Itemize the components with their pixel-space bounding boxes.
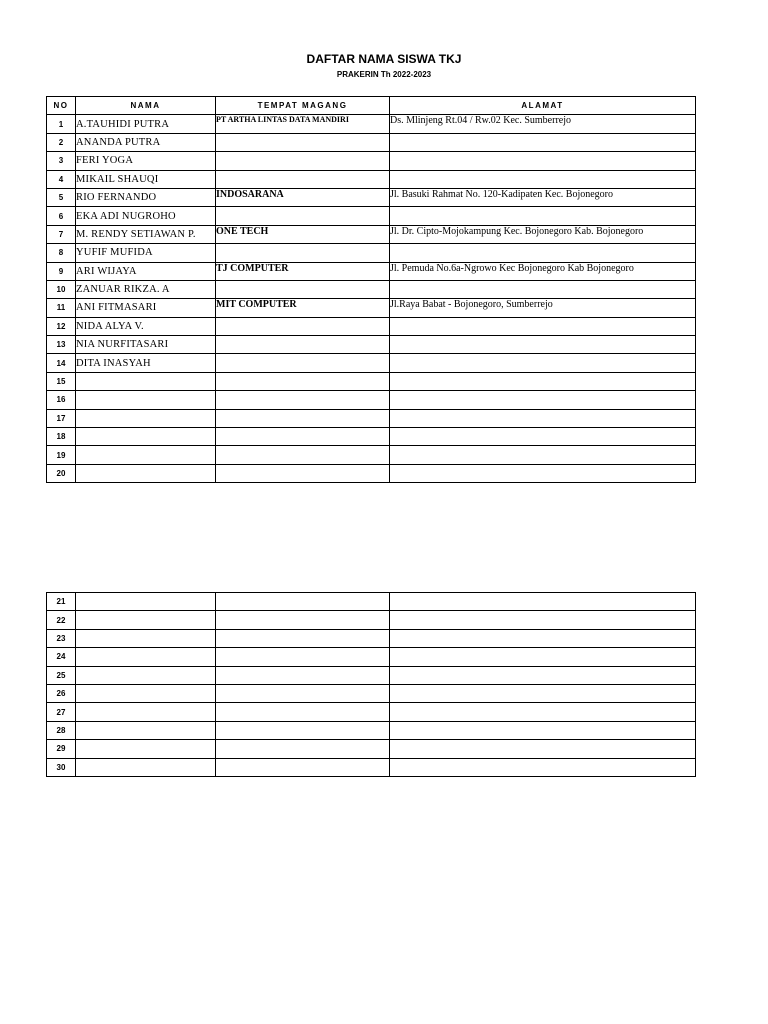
- internship-place: [216, 244, 390, 262]
- row-number: 18: [47, 428, 76, 446]
- address: [390, 244, 696, 262]
- internship-place: MIT COMPUTER: [216, 299, 390, 317]
- address: [390, 721, 696, 739]
- row-number: 26: [47, 684, 76, 702]
- student-name: A.TAUHIDI PUTRA: [76, 115, 216, 133]
- document-subtitle: PRAKERIN Th 2022-2023: [336, 70, 432, 79]
- table-row: [47, 391, 696, 409]
- table-row: [47, 280, 696, 298]
- row-number: 15: [47, 372, 76, 390]
- internship-place: [216, 354, 390, 372]
- address: Jl. Dr. Cipto-Mojokampung Kec. Bojonegoro Kab. Bojonegoro: [390, 225, 696, 243]
- address: [390, 684, 696, 702]
- internship-place: [216, 409, 390, 427]
- document-title: DAFTAR NAMA SISWA TKJ: [306, 52, 462, 66]
- student-name: DITA INASYAH: [76, 354, 216, 372]
- student-name: [76, 666, 216, 684]
- address: [390, 391, 696, 409]
- student-name: NIDA ALYA V.: [76, 317, 216, 335]
- row-number: 6: [47, 207, 76, 225]
- address: [390, 354, 696, 372]
- row-number: 8: [47, 244, 76, 262]
- row-number: 20: [47, 464, 76, 482]
- internship-place: [216, 740, 390, 758]
- row-number: 12: [47, 317, 76, 335]
- address: [390, 629, 696, 647]
- row-number: 29: [47, 740, 76, 758]
- address: [390, 133, 696, 151]
- table-row: [47, 188, 696, 206]
- internship-place: ONE TECH: [216, 225, 390, 243]
- table-body-continued: [47, 593, 696, 777]
- table-row: [47, 152, 696, 170]
- student-name: [76, 721, 216, 739]
- address: [390, 593, 696, 611]
- table-row: [47, 703, 696, 721]
- internship-place: TJ COMPUTER: [216, 262, 390, 280]
- student-name: [76, 648, 216, 666]
- table-row: [47, 611, 696, 629]
- table-body: [47, 115, 696, 483]
- address: [390, 446, 696, 464]
- header-nama: NAMA: [76, 97, 216, 115]
- internship-place: [216, 758, 390, 776]
- row-number: 16: [47, 391, 76, 409]
- student-table: [46, 96, 696, 483]
- student-name: [76, 446, 216, 464]
- address: [390, 611, 696, 629]
- address: [390, 740, 696, 758]
- address: [390, 666, 696, 684]
- table-row: [47, 262, 696, 280]
- address: [390, 336, 696, 354]
- table-row: [47, 428, 696, 446]
- student-name: [76, 464, 216, 482]
- student-name: EKA ADI NUGROHO: [76, 207, 216, 225]
- table-row: [47, 666, 696, 684]
- address: Jl.Raya Babat - Bojonegoro, Sumberrejo: [390, 299, 696, 317]
- row-number: 2: [47, 133, 76, 151]
- address: [390, 170, 696, 188]
- student-name: [76, 391, 216, 409]
- row-number: 24: [47, 648, 76, 666]
- internship-place: [216, 428, 390, 446]
- internship-place: [216, 317, 390, 335]
- internship-place: [216, 170, 390, 188]
- row-number: 4: [47, 170, 76, 188]
- address: [390, 648, 696, 666]
- table-row: [47, 354, 696, 372]
- address: [390, 428, 696, 446]
- internship-place: [216, 648, 390, 666]
- table-row: [47, 115, 696, 133]
- row-number: 11: [47, 299, 76, 317]
- row-number: 30: [47, 758, 76, 776]
- row-number: 28: [47, 721, 76, 739]
- row-number: 21: [47, 593, 76, 611]
- address: Ds. Mlinjeng Rt.04 / Rw.02 Kec. Sumberrejo: [390, 115, 696, 133]
- student-name: RIO FERNANDO: [76, 188, 216, 206]
- internship-place: [216, 629, 390, 647]
- table-row: [47, 336, 696, 354]
- row-number: 19: [47, 446, 76, 464]
- student-name: [76, 629, 216, 647]
- header-tempat-magang: TEMPAT MAGANG: [216, 97, 390, 115]
- internship-place: [216, 703, 390, 721]
- internship-place: [216, 666, 390, 684]
- student-name: [76, 740, 216, 758]
- internship-place: [216, 593, 390, 611]
- table-row: [47, 207, 696, 225]
- table-row: [47, 133, 696, 151]
- table-row: [47, 684, 696, 702]
- internship-place: [216, 207, 390, 225]
- table-row: [47, 170, 696, 188]
- table-row: [47, 721, 696, 739]
- student-name: M. RENDY SETIAWAN P.: [76, 225, 216, 243]
- student-name: [76, 758, 216, 776]
- address: [390, 152, 696, 170]
- address: [390, 409, 696, 427]
- row-number: 23: [47, 629, 76, 647]
- table-header-row: [47, 97, 696, 115]
- student-name: [76, 409, 216, 427]
- student-name: ANI FITMASARI: [76, 299, 216, 317]
- student-name: [76, 593, 216, 611]
- internship-place: [216, 336, 390, 354]
- table-row: [47, 758, 696, 776]
- student-name: [76, 684, 216, 702]
- student-name: [76, 703, 216, 721]
- student-name: [76, 372, 216, 390]
- internship-place: [216, 464, 390, 482]
- internship-place: [216, 391, 390, 409]
- row-number: 5: [47, 188, 76, 206]
- row-number: 9: [47, 262, 76, 280]
- row-number: 1: [47, 115, 76, 133]
- internship-place: [216, 280, 390, 298]
- header-alamat: ALAMAT: [390, 97, 696, 115]
- table-row: [47, 244, 696, 262]
- internship-place: INDOSARANA: [216, 188, 390, 206]
- row-number: 13: [47, 336, 76, 354]
- student-name: YUFIF MUFIDA: [76, 244, 216, 262]
- table-row: [47, 740, 696, 758]
- row-number: 10: [47, 280, 76, 298]
- student-name: ANANDA PUTRA: [76, 133, 216, 151]
- table-row: [47, 648, 696, 666]
- row-number: 17: [47, 409, 76, 427]
- table-row: [47, 317, 696, 335]
- internship-place: [216, 721, 390, 739]
- internship-place: [216, 133, 390, 151]
- table-row: [47, 409, 696, 427]
- student-name: FERI YOGA: [76, 152, 216, 170]
- row-number: 27: [47, 703, 76, 721]
- student-name: MIKAIL SHAUQI: [76, 170, 216, 188]
- address: [390, 207, 696, 225]
- address: [390, 703, 696, 721]
- table-row: [47, 299, 696, 317]
- internship-place: [216, 152, 390, 170]
- address: Jl. Pemuda No.6a-Ngrowo Kec Bojonegoro Kab Bojonegoro: [390, 262, 696, 280]
- student-name: NIA NURFITASARI: [76, 336, 216, 354]
- student-name: [76, 428, 216, 446]
- table-row: [47, 372, 696, 390]
- student-name: ZANUAR RIKZA. A: [76, 280, 216, 298]
- row-number: 14: [47, 354, 76, 372]
- address: [390, 317, 696, 335]
- address: [390, 464, 696, 482]
- address: [390, 372, 696, 390]
- row-number: 3: [47, 152, 76, 170]
- header-no: NO: [47, 97, 76, 115]
- address: [390, 758, 696, 776]
- internship-place: [216, 684, 390, 702]
- table-row: [47, 629, 696, 647]
- internship-place: [216, 611, 390, 629]
- student-table-continued: [46, 592, 696, 777]
- internship-place: PT ARTHA LINTAS DATA MANDIRI: [216, 115, 390, 133]
- table-row: [47, 593, 696, 611]
- student-name: ARI WIJAYA: [76, 262, 216, 280]
- row-number: 7: [47, 225, 76, 243]
- address: Jl. Basuki Rahmat No. 120-Kadipaten Kec. Bojonegoro: [390, 188, 696, 206]
- internship-place: [216, 372, 390, 390]
- address: [390, 280, 696, 298]
- table-row: [47, 446, 696, 464]
- table-row: [47, 464, 696, 482]
- table-row: [47, 225, 696, 243]
- row-number: 25: [47, 666, 76, 684]
- row-number: 22: [47, 611, 76, 629]
- internship-place: [216, 446, 390, 464]
- student-name: [76, 611, 216, 629]
